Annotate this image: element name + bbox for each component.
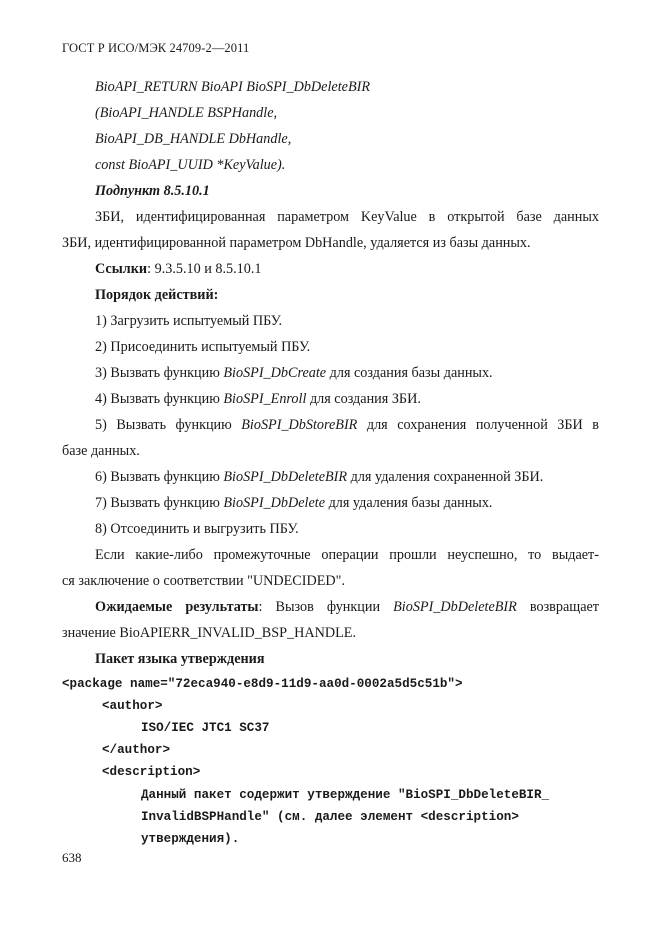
step-3-function: BioSPI_DbCreate [223, 365, 327, 381]
step-4 [95, 390, 421, 408]
procedure-heading: Порядок действий: [95, 287, 219, 303]
step-6-function: BioSPI_DbDeleteBIR [223, 469, 348, 485]
step-5-text: 5) Вызвать функцию [95, 417, 242, 433]
running-header: ГОСТ Р ИСО/МЭК 24709-2—2011 [62, 41, 250, 55]
step-4-purpose: для создания ЗБИ. [306, 391, 421, 407]
code-line-description-1: Данный пакет содержит утверждение "BioSPI_DbDeleteBIR_ [141, 788, 550, 802]
expected-results-verb: возвращает [516, 599, 599, 615]
page-number: 638 [62, 850, 82, 865]
subclause-heading: Подпункт 8.5.10.1 [95, 183, 210, 199]
step-3-purpose: для создания базы данных. [326, 365, 493, 381]
step-1: 1) Загрузить испытуемый ПБУ. [95, 313, 283, 329]
code-line-description-open: <description> [102, 765, 201, 779]
step-5-function: BioSPI_DbStoreBIR [241, 417, 358, 433]
signature-line-3: BioAPI_DB_HANDLE DbHandle, [95, 131, 292, 147]
step-7 [95, 494, 492, 512]
references-value: : 9.3.5.10 и 8.5.10.1 [147, 261, 262, 277]
step-8: 8) Отсоединить и выгрузить ПБУ. [95, 521, 299, 537]
step-3-text: 3) Вызвать функцию [95, 365, 224, 381]
references-label: Ссылки [95, 261, 148, 277]
signature-line-1: BioAPI_RETURN BioAPI BioSPI_DbDeleteBIR [95, 79, 371, 95]
failure-note-line-1: Если какие-либо промежуточные операции прошли неуспешно, то выдает- [95, 547, 599, 563]
step-7-purpose: для удаления базы данных. [325, 495, 493, 511]
step-5 [95, 416, 599, 434]
code-line-description-3: утверждения). [141, 832, 240, 846]
step-4-text: 4) Вызвать функцию [95, 391, 224, 407]
step-2: 2) Присоединить испытуемый ПБУ. [95, 339, 311, 355]
step-6 [95, 468, 543, 486]
code-line-author-value: ISO/IEC JTC1 SC37 [141, 721, 270, 735]
step-3 [95, 364, 493, 382]
step-5-purpose: для сохранения полученной ЗБИ в [357, 417, 600, 433]
code-line-author-close: </author> [102, 743, 171, 757]
intro-line-2: ЗБИ, идентифицированной параметром DbHandle, удаляется из базы данных. [62, 235, 531, 251]
intro-line-1: ЗБИ, идентифицированная параметром KeyValue в открытой базе данных [95, 209, 599, 225]
code-line-author-open: <author> [102, 699, 163, 713]
references [95, 260, 262, 278]
package-heading: Пакет языка утверждения [95, 651, 265, 667]
signature-line-2: (BioAPI_HANDLE BSPHandle, [95, 105, 278, 121]
step-6-text: 6) Вызвать функцию [95, 469, 224, 485]
code-line-description-2: InvalidBSPHandle" (см. далее элемент <description> [141, 810, 519, 824]
signature-line-4: const BioAPI_UUID *KeyValue). [95, 157, 286, 173]
expected-results-function: BioSPI_DbDeleteBIR [393, 599, 517, 615]
expected-results-text: : Вызов функции [258, 599, 394, 615]
expected-results-label: Ожидаемые результаты [95, 599, 259, 615]
step-5-continuation: базе данных. [62, 443, 140, 459]
step-7-function: BioSPI_DbDelete [223, 495, 326, 511]
code-line-package: <package name="72eca940-e8d9-11d9-aa0d-0002a5d5c51b"> [62, 677, 463, 691]
expected-results [95, 598, 599, 616]
step-7-text: 7) Вызвать функцию [95, 495, 224, 511]
step-4-function: BioSPI_Enroll [223, 391, 307, 407]
step-6-purpose: для удаления сохраненной ЗБИ. [347, 469, 544, 485]
failure-note-line-2: ся заключение о соответствии "UNDECIDED". [62, 573, 345, 589]
expected-results-line-2: значение BioAPIERR_INVALID_BSP_HANDLE. [62, 625, 356, 641]
